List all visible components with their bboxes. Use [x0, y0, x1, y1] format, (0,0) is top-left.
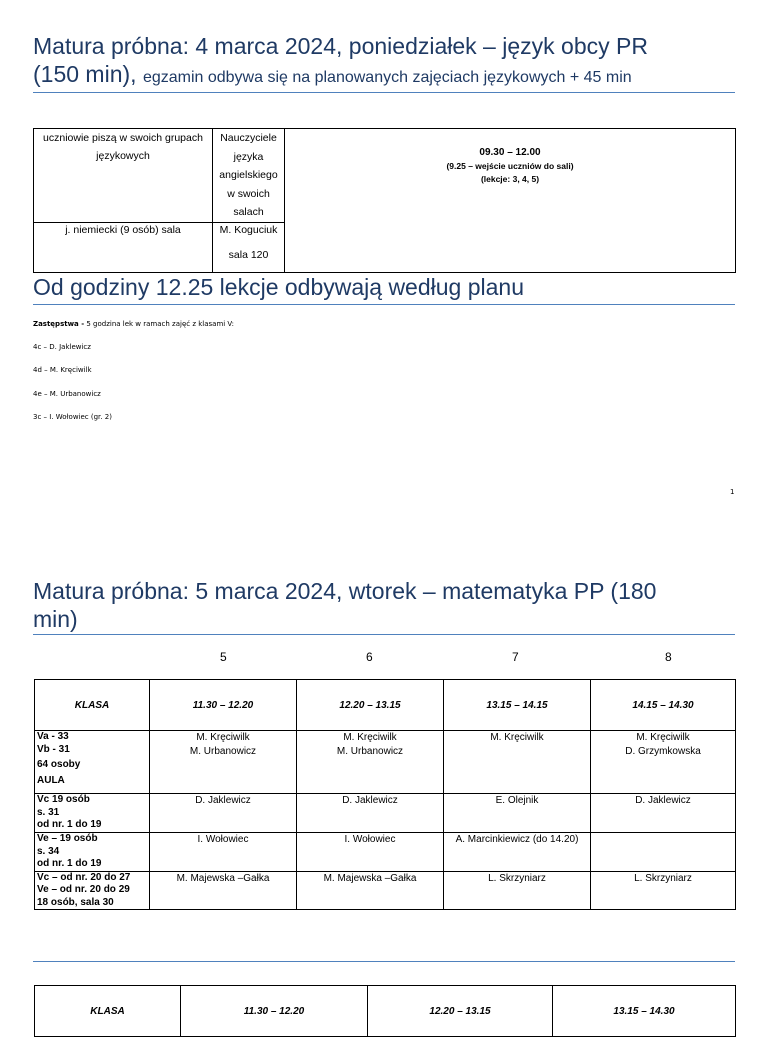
teacher-cell [297, 731, 444, 794]
teacher-name: D. Jaklewicz [342, 795, 398, 806]
header-time: 14.15 – 14.30 [591, 680, 736, 731]
teacher-cell [150, 731, 297, 794]
teacher-cell [444, 794, 591, 833]
substitutions-label: Zastępstwa - [33, 320, 85, 328]
german-teacher-cell [213, 222, 285, 272]
teacher-cell [591, 794, 736, 833]
teacher-name: D. Jaklewicz [635, 795, 691, 806]
teacher-cell [444, 731, 591, 794]
klasa-line: Vc – od nr. 20 do 27 [37, 871, 131, 883]
teacher-name: D. Grzymkowska [625, 745, 701, 757]
klasa-line: Ve – 19 osób [37, 833, 98, 844]
lessons-resume-heading: Od godziny 12.25 lekcje odbywają według planu [33, 274, 524, 300]
klasa-line: AULA [37, 774, 65, 786]
teacher-cell [150, 833, 297, 872]
teachers-line: angielskiego [219, 169, 278, 181]
substitutions-text: 5 godzina lek w ramach zajęć z klasami V: [84, 320, 235, 328]
table-row [35, 794, 736, 833]
time-cell [285, 129, 736, 273]
teacher-name: M. Urbanowicz [336, 745, 404, 757]
lesson-number: 7 [512, 650, 519, 664]
teacher-cell [444, 871, 591, 910]
section1-title-rule [33, 92, 735, 93]
header-time: 12.20 – 13.15 [368, 986, 553, 1037]
klasa-line: 64 osoby [37, 759, 81, 770]
teachers-line: salach [233, 206, 264, 218]
teacher-cell [297, 794, 444, 833]
teacher-cell [297, 833, 444, 872]
header-time: 13.15 – 14.30 [553, 986, 736, 1037]
section2-title-line2: min) [33, 606, 78, 632]
teacher-cell-empty [591, 833, 736, 872]
table-row [35, 833, 736, 872]
header-time: 13.15 – 14.15 [444, 680, 591, 731]
teacher-name: E. Olejnik [495, 795, 539, 806]
teacher-cell [297, 871, 444, 910]
klasa-cell [35, 871, 150, 910]
klasa-line: od nr. 1 do 19 [37, 858, 102, 869]
lesson-number: 8 [665, 650, 672, 664]
page-number: 1 [730, 488, 735, 496]
german-room: sala 120 [228, 248, 269, 261]
subheading-rule [33, 304, 735, 305]
section1-title-duration: (150 min), [33, 61, 143, 87]
teacher-name: I. Wołowiec [197, 834, 249, 845]
section1-title [33, 32, 753, 92]
header-time: 11.30 – 12.20 [181, 986, 368, 1037]
entry-time: (9.25 – wejście uczniów do sali) [446, 161, 574, 171]
german-group-text: j. niemiecki (9 osób) sala [65, 223, 181, 236]
klasa-cell [35, 731, 150, 794]
substitution-item: 3c – I. Wołowiec (gr. 2) [33, 413, 112, 421]
klasa-line: Va - 33 [37, 731, 69, 742]
teacher-name: M. Kręciwilk [343, 732, 397, 743]
table-row [35, 731, 736, 794]
teachers-cell [213, 129, 285, 223]
klasa-line: Vb - 31 [37, 743, 70, 755]
section1-title-line2 [33, 60, 753, 92]
teacher-name: A. Marcinkiewicz (do 14.20) [455, 834, 579, 845]
header-time: 12.20 – 13.15 [297, 680, 444, 731]
teacher-cell [591, 731, 736, 794]
teacher-name: L. Skrzyniarz [634, 872, 692, 884]
section1-title-line1: Matura próbna: 4 marca 2024, poniedziałek – język obcy PR [33, 33, 648, 59]
section2-title-line1: Matura próbna: 5 marca 2024, wtorek – matematyka PP (180 [33, 578, 657, 604]
substitution-item: 4d – M. Kręciwilk [33, 366, 92, 374]
teacher-name: L. Skrzyniarz [488, 872, 546, 884]
klasa-line: s. 34 [37, 845, 60, 857]
section3-rule [33, 961, 735, 962]
table-header-row [35, 680, 736, 731]
teacher-cell [150, 794, 297, 833]
teacher-cell [591, 871, 736, 910]
substitutions-intro [33, 320, 234, 328]
section2-title [33, 577, 743, 633]
lessons-info: (lekcje: 3, 4, 5) [480, 174, 540, 185]
teacher-name: D. Jaklewicz [195, 795, 251, 806]
teacher-name: M. Kręciwilk [196, 732, 250, 743]
header-klasa: KLASA [35, 986, 181, 1037]
klasa-cell [35, 833, 150, 872]
substitution-item: 4c – D. Jaklewicz [33, 343, 91, 351]
lesson-number: 6 [366, 650, 373, 664]
table-header-row [35, 986, 736, 1037]
klasa-cell [35, 794, 150, 833]
substitution-item: 4e – M. Urbanowicz [33, 390, 101, 398]
teacher-name: M. Majewska –Gałka [323, 872, 417, 884]
teachers-line: Nauczyciele [220, 132, 277, 144]
teacher-name: M. Majewska –Gałka [176, 872, 270, 884]
header-klasa: KLASA [35, 680, 150, 731]
klasa-line: 18 osób, sala 30 [37, 896, 114, 908]
math-exam-table [34, 679, 736, 910]
teachers-line: w swoich [227, 187, 270, 200]
teacher-cell [150, 871, 297, 910]
german-teacher: M. Koguciuk [219, 223, 278, 236]
klasa-line: Ve – od nr. 20 do 29 [37, 884, 130, 895]
german-group-cell [34, 222, 213, 272]
klasa-line: od nr. 1 do 19 [37, 819, 102, 830]
section1-title-note: egzamin odbywa się na planowanych zajęciach językowych + 45 min [142, 69, 632, 86]
teachers-line: języka [233, 150, 264, 163]
teacher-name: M. Kręciwilk [636, 732, 690, 743]
table-row [35, 871, 736, 910]
groups-text-line2: językowych [96, 150, 150, 162]
lesson-number: 5 [220, 650, 227, 664]
teacher-name: M. Urbanowicz [189, 745, 257, 757]
teacher-name: M. Kręciwilk [490, 732, 544, 743]
klasa-line: s. 31 [37, 806, 60, 818]
teacher-name: I. Wołowiec [344, 834, 396, 845]
section2-title-rule [33, 634, 735, 635]
teacher-cell [444, 833, 591, 872]
klasa-line: Vc 19 osób [37, 794, 90, 805]
exam-time: 09.30 – 12.00 [479, 147, 541, 158]
second-math-table [34, 985, 736, 1037]
groups-cell [34, 129, 213, 223]
groups-text-line1: uczniowie piszą w swoich grupach [43, 132, 203, 144]
table-row [34, 129, 736, 223]
header-time: 11.30 – 12.20 [150, 680, 297, 731]
exam-language-table [33, 128, 736, 273]
